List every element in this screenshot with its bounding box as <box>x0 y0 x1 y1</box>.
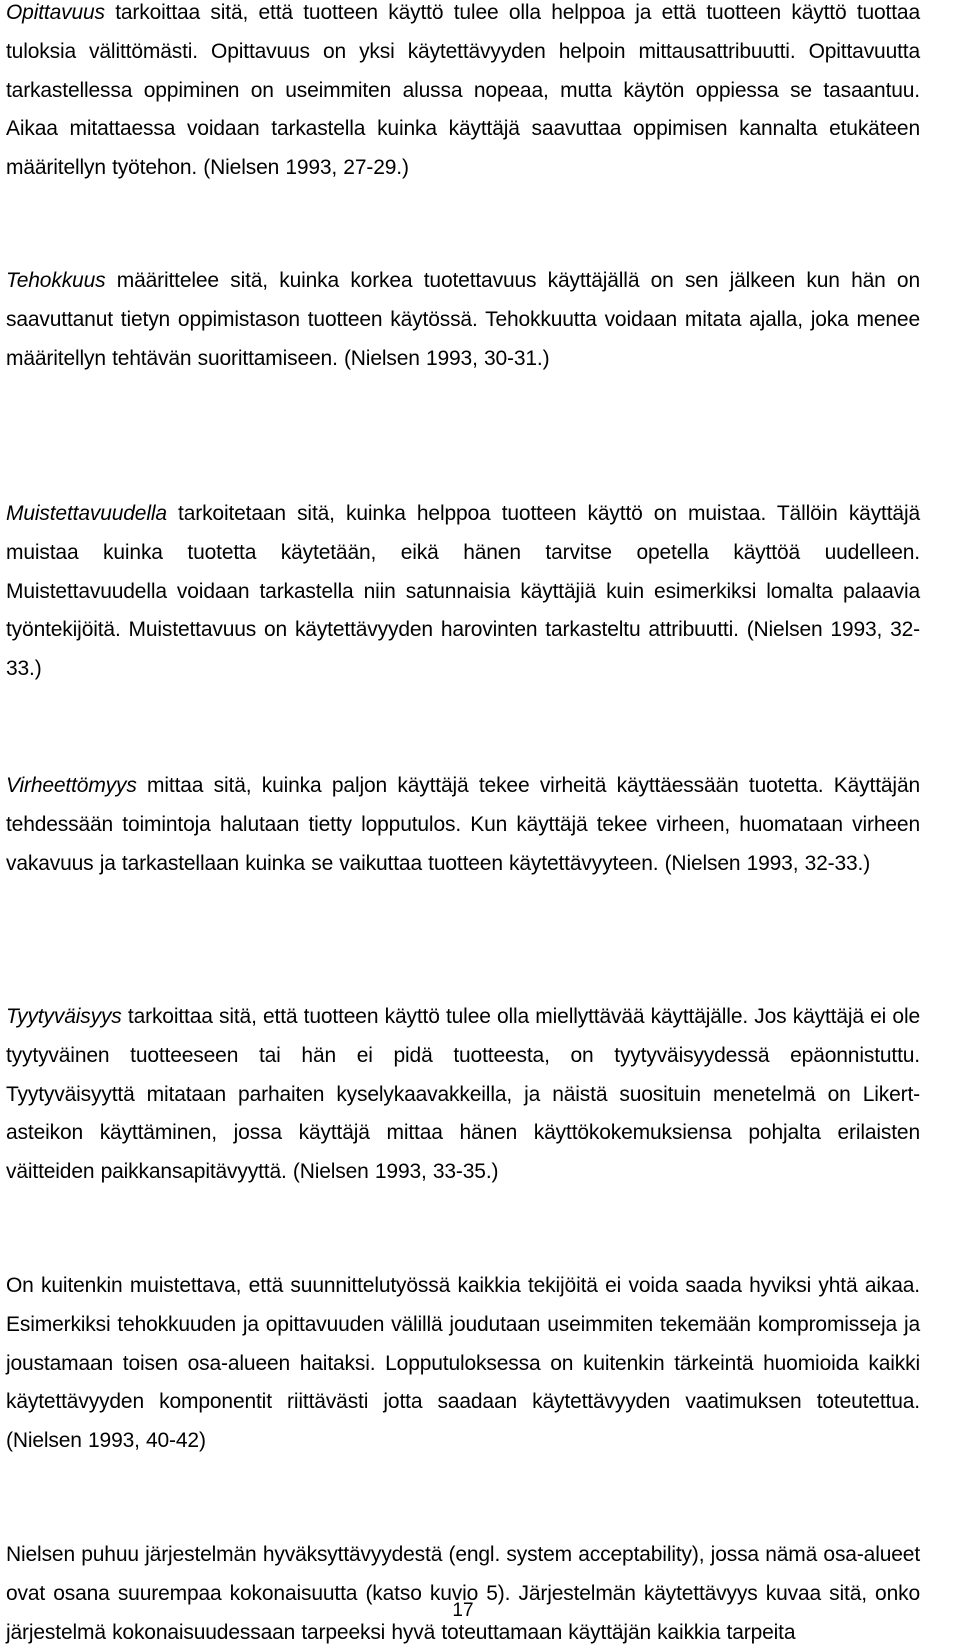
term-tyytyvaisyys: Tyytyväisyys <box>6 1005 122 1028</box>
paragraph-tehokkuus <box>6 262 920 378</box>
paragraph-text: mittaa sitä, kuinka paljon käyttäjä tekee virheitä käyttäessään tuotetta. Käyttäjän tehdessään toimintoja halutaan tietty lopputulos. Kun käyttäjä tekee virheen, huomataan virheen vakavuus ja tarkastellaan kuinka se vaikuttaa tuotteen käytettävyyteen. (Nielsen 1993, 32-33.) <box>6 774 920 875</box>
paragraph-muistettavuus <box>6 495 920 689</box>
paragraph-text: tarkoitetaan sitä, kuinka helppoa tuotteen käyttö on muistaa. Tällöin käyttäjä muistaa kuinka tuotetta käytetään, eikä hänen tarvitse opetella käyttöä uudelleen. Muistettavuudella voidaan tarkastella niin satunnaisia käyttäjiä kuin esimerkiksi lomalta palaavia työntekijöitä. Muistettavuus on käytettävyyden harovinten tarkasteltu attribuutti. (Nielsen 1993, 32-33.) <box>6 502 920 681</box>
paragraph-text: Nielsen puhuu järjestelmän hyväksyttävyydestä (engl. system acceptability), jossa nämä osa-alueet ovat osana suurempaa kokonaisuutta (katso kuvio 5). Järjestelmän käytettävyys kuvaa sitä, onko järjestelmä kokonaisuudessaan tarpeeksi hyvä toteuttamaan käyttäjän kaikkia tarpeita <box>6 1543 920 1644</box>
paragraph-text: tarkoittaa sitä, että tuotteen käyttö tulee olla helppoa ja että tuotteen käyttö tuottaa tuloksia välittömästi. Opittavuus on yksi käytettävyyden helpoin mittausattribuutti. Opittavuutta tarkastellessa oppiminen on useimmiten alussa nopeaa, mutta käytön oppiessa se tasaantuu. Aikaa mitattaessa voidaan tarkastella kuinka käyttäjä saavuttaa oppimisen kannalta etukäteen määritellyn työtehon. (Nielsen 1993, 27-29.) <box>6 1 920 180</box>
paragraph-tyytyvaisyys <box>6 998 920 1192</box>
paragraph-text: On kuitenkin muistettava, että suunnittelutyössä kaikkia tekijöitä ei voida saada hyviksi yhtä aikaa. Esimerkiksi tehokkuuden ja opittavuuden välillä joudutaan useimmiten tekemään kompromisseja ja joustamaan toisen osa-alueen haitaksi. Lopputuloksessa on kuitenkin tärkeintä huomioida kaikki käytettävyyden komponentit riittävästi jotta saadaan käytettävyyden vaatimuksen toteutettua. (Nielsen 1993, 40-42) <box>6 1274 920 1453</box>
term-opittavuus: Opittavuus <box>6 1 105 24</box>
paragraph-tradeoffs <box>6 1267 920 1461</box>
term-tehokkuus: Tehokkuus <box>6 269 106 292</box>
paragraph-virheettomyys <box>6 767 920 883</box>
term-virheettomyys: Virheettömyys <box>6 774 137 797</box>
paragraph-opittavuus <box>6 0 920 188</box>
page-number: 17 <box>452 1600 474 1621</box>
paragraph-text: tarkoittaa sitä, että tuotteen käyttö tulee olla miellyttävää käyttäjälle. Jos käyttäjä ei ole tyytyväinen tuotteeseen tai hän ei pidä tuotteesta, on tyytyväisyydessä epäonnistuttu. Tyytyväisyyttä mitataan parhaiten kyselykaavakkeilla, ja näistä suosituin menetelmä on Likert-asteikon käyttäminen, jossa käyttäjä mittaa hänen käyttökokemuksiensa pohjalta erilaisten väitteiden paikkansapitävyyttä. (Nielsen 1993, 33-35.) <box>6 1005 920 1184</box>
term-muistettavuudella: Muistettavuudella <box>6 502 167 525</box>
paragraph-text: määrittelee sitä, kuinka korkea tuotettavuus käyttäjällä on sen jälkeen kun hän on saavuttanut tietyn oppimistason tuotteen käytössä. Tehokkuutta voidaan mitata ajalla, joka menee määritellyn tehtävän suorittamiseen. (Nielsen 1993, 30-31.) <box>6 269 920 370</box>
